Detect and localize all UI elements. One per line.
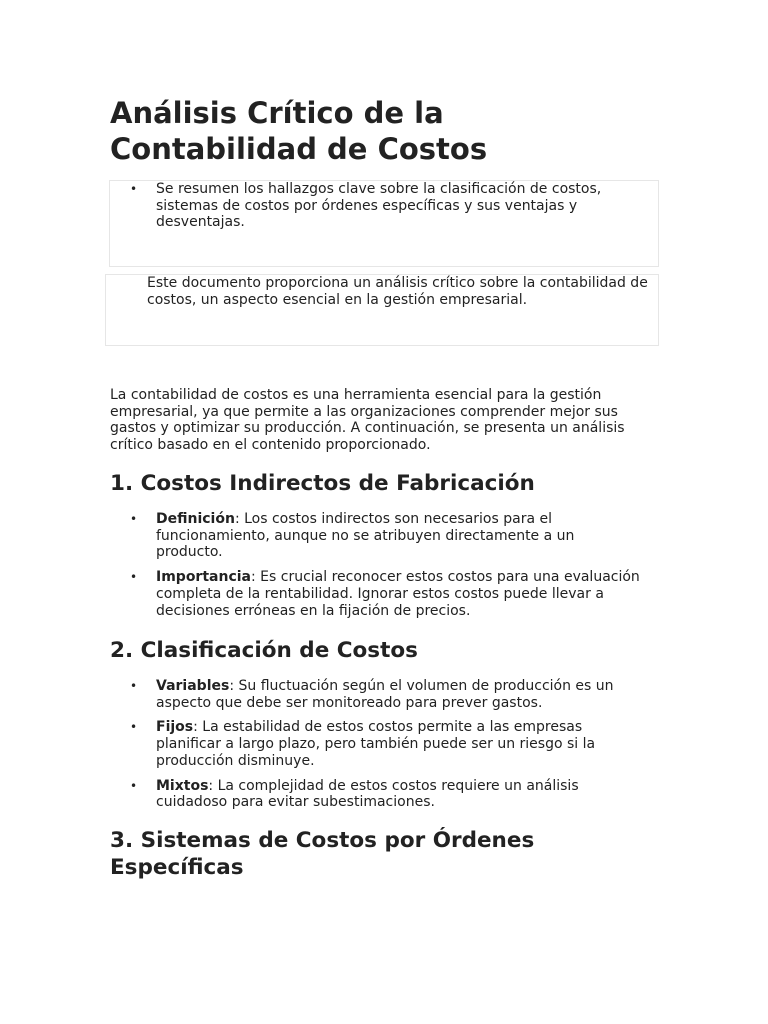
section-list (110, 511, 640, 627)
summary-bullet: • Se resumen los hallazgos clave sobre la clasificación de costos, sistemas de costos por órdenes específicas y sus ventajas y desventajas. (110, 181, 658, 231)
item-text: : La estabilidad de estos costos permite a las empresas planificar a largo plazo, pero también puede ser un riesgo si la producción disminuye. (156, 719, 596, 769)
item-term: Mixtos (156, 777, 209, 794)
item-term: Variables (156, 678, 230, 694)
item-term: Fijos (156, 719, 194, 736)
item-text: : Los costos indirectos son necesarios para el funcionamiento, aunque no se atribuyen directamente a un producto. (156, 511, 575, 561)
item-term: Definición (156, 511, 235, 527)
list-item (110, 678, 640, 711)
item-text: : Su fluctuación según el volumen de producción es un aspecto que debe ser monitoreado para prever gastos. (156, 678, 614, 711)
section-list (110, 678, 640, 819)
item-text: : Es crucial reconocer estos costos para una evaluación completa de la rentabilidad. Ignorar estos costos puede llevar a decisiones erróneas en la fijación de precios. (156, 569, 640, 619)
summary-box (109, 180, 659, 267)
document-title: Análisis Crítico de la Contabilidad de Costos (110, 96, 488, 166)
intro-box-text: Este documento proporciona un análisis crítico sobre la contabilidad de costos, un aspecto esencial en la gestión empresarial. (147, 275, 648, 308)
item-text: : La complejidad de estos costos requiere un análisis cuidadoso para evitar subestimaciones. (156, 777, 579, 811)
section-heading: 2. Clasificación de Costos (110, 638, 418, 663)
list-item (110, 778, 640, 811)
section-heading: 1. Costos Indirectos de Fabricación (110, 471, 535, 496)
list-item (110, 569, 640, 619)
intro-paragraph: La contabilidad de costos es una herramienta esencial para la gestión empresarial, ya que permite a las organizaciones comprender mejor sus gastos y optimizar su producción. A continuación, se presenta un análisis crítico basado en el contenido proporcionado. (110, 387, 625, 454)
list-item (110, 511, 640, 561)
intro-box (105, 274, 659, 346)
section-heading: 3. Sistemas de Costos por Órdenes Específicas (110, 828, 535, 880)
item-term: Importancia (156, 569, 251, 586)
list-item (110, 719, 640, 769)
